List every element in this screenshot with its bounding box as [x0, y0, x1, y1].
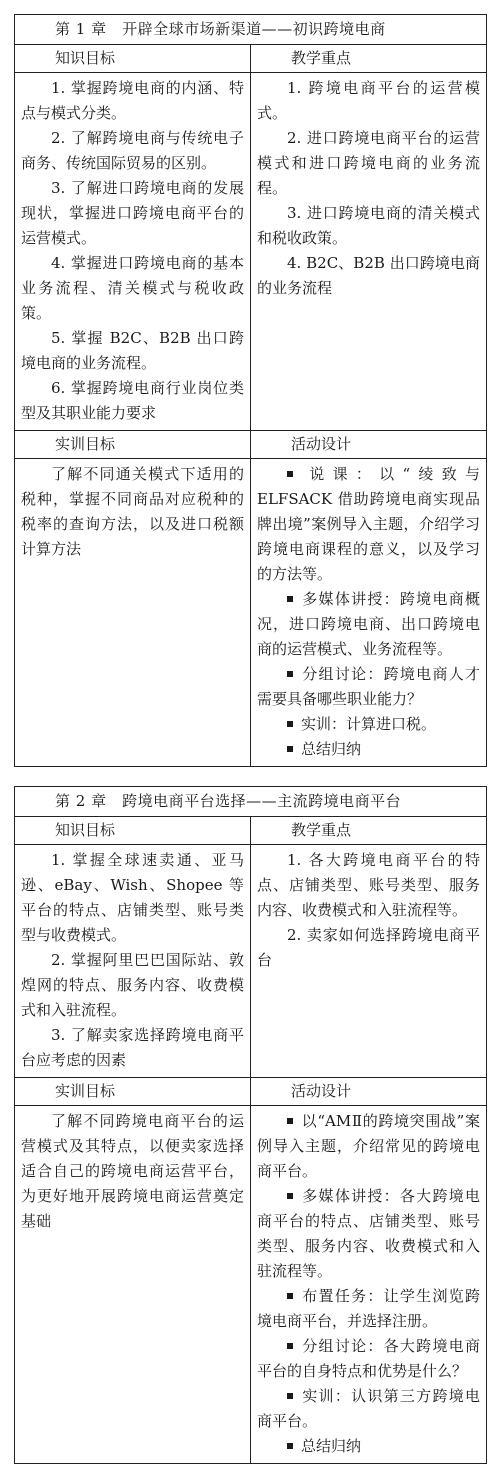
activity-item	[257, 462, 480, 587]
bullet-square-icon	[287, 721, 293, 727]
activity-item	[257, 1384, 480, 1434]
teaching-focus-cell	[251, 845, 487, 1078]
knowledge-item: 2. 了解跨境电商与传统电子商务、传统国际贸易的区别。	[21, 129, 244, 172]
knowledge-item: 3. 了解进口跨境电商的发展现状，掌握进口跨境电商平台的运营模式。	[21, 179, 244, 247]
teaching-item: 2. 卖家如何选择跨境电商平台	[257, 926, 480, 969]
activity-header: 活动设计	[251, 1078, 487, 1106]
activity-item	[257, 1109, 480, 1184]
knowledge-item: 1. 掌握跨境电商的内涵、特点与模式分类。	[21, 79, 244, 122]
activity-text: 多媒体讲授：各大跨境电商平台的特点、店铺类型、账号类型、服务内容、收费模式和入驻流程等。	[257, 1187, 480, 1280]
bullet-square-icon	[287, 1118, 293, 1124]
activity-header: 活动设计	[251, 431, 487, 459]
teaching-header: 教学重点	[251, 45, 487, 73]
training-objectives-cell	[15, 1106, 251, 1464]
activity-item	[257, 1284, 480, 1334]
chapter-1-table	[14, 14, 487, 767]
activity-item	[257, 737, 480, 762]
bullet-square-icon	[287, 1393, 293, 1399]
chapter-2-table	[14, 786, 487, 1464]
teaching-item: 1. 各大跨境电商平台的特点、店铺类型、账号类型、服务内容、收费模式和入驻流程等。	[257, 851, 480, 919]
activity-text: 分组讨论：各大跨境电商平台的自身特点和优势是什么？	[257, 1337, 480, 1380]
bullet-square-icon	[287, 746, 293, 752]
activity-design-cell	[251, 1106, 487, 1464]
training-text: 了解不同通关模式下适用的税种，掌握不同商品对应税种的税率的查询方法，以及进口税额计算方法	[21, 465, 244, 558]
training-header: 实训目标	[15, 431, 251, 459]
activity-item	[257, 662, 480, 712]
knowledge-header: 知识目标	[15, 45, 251, 73]
training-header: 实训目标	[15, 1078, 251, 1106]
chapter-title: 第 1 章 开辟全球市场新渠道——初识跨境电商	[15, 15, 487, 45]
bullet-square-icon	[287, 1443, 293, 1449]
knowledge-item: 3. 了解卖家选择跨境电商平台应考虑的因素	[21, 1026, 244, 1069]
knowledge-objectives-cell	[15, 845, 251, 1078]
bullet-square-icon	[287, 1343, 293, 1349]
bullet-square-icon	[287, 1193, 293, 1199]
knowledge-objectives-cell	[15, 73, 251, 431]
activity-text: 多媒体讲授：跨境电商概况，进口跨境电商、出口跨境电商的运营模式、业务流程等。	[257, 590, 480, 658]
teaching-item: 3. 进口跨境电商的清关模式和税收政策。	[257, 204, 480, 247]
knowledge-item: 6. 掌握跨境电商行业岗位类型及其职业能力要求	[21, 379, 244, 422]
activity-design-cell	[251, 459, 487, 767]
activity-text: 以“AMⅡ的跨境突围战”案例导入主题，介绍常见的跨境电商平台。	[257, 1112, 480, 1180]
bullet-square-icon	[287, 471, 293, 477]
knowledge-item: 5. 掌握 B2C、B2B 出口跨境电商的业务流程。	[21, 329, 244, 372]
teaching-item: 2. 进口跨境电商平台的运营模式和进口跨境电商的业务流程。	[257, 129, 480, 197]
bullet-square-icon	[287, 1293, 293, 1299]
training-objectives-cell	[15, 459, 251, 767]
activity-text: 布置任务：让学生浏览跨境电商平台，并选择注册。	[257, 1287, 480, 1330]
chapter-title: 第 2 章 跨境电商平台选择——主流跨境电商平台	[15, 787, 487, 817]
bullet-square-icon	[287, 671, 293, 677]
knowledge-item: 2. 掌握阿里巴巴国际站、敦煌网的特点、服务内容、收费模式和入驻流程。	[21, 951, 244, 1019]
activity-text: 实训：计算进口税。	[301, 715, 437, 733]
bullet-square-icon	[287, 596, 293, 602]
activity-text: 分组讨论：跨境电商人才需要具备哪些职业能力？	[257, 665, 480, 708]
knowledge-item: 1. 掌握全球速卖通、亚马逊、eBay、Wish、Shopee 等平台的特点、店铺类型、账号类型与收费模式。	[21, 851, 244, 944]
activity-item	[257, 712, 480, 737]
knowledge-header: 知识目标	[15, 817, 251, 845]
activity-text: 实训：认识第三方跨境电商平台。	[257, 1387, 480, 1430]
training-text: 了解不同跨境电商平台的运营模式及其特点，以便卖家选择适合自己的跨境电商运营平台，为更好地开展跨境电商运营奠定基础	[21, 1112, 244, 1230]
teaching-header: 教学重点	[251, 817, 487, 845]
activity-text: 总结归纳	[301, 1437, 362, 1455]
activity-text: 说课：以“绫致与 ELFSACK 借助跨境电商实现品牌出境”案例导入主题，介绍学习跨境电商课程的意义，以及学习的方法等。	[257, 465, 480, 583]
activity-item	[257, 1434, 480, 1459]
activity-text: 总结归纳	[301, 740, 362, 758]
activity-item	[257, 1334, 480, 1384]
teaching-item: 1. 跨境电商平台的运营模式。	[257, 79, 480, 122]
activity-item	[257, 1184, 480, 1284]
knowledge-item: 4. 掌握进口跨境电商的基本业务流程、清关模式与税收政策。	[21, 254, 244, 322]
teaching-item: 4. B2C、B2B 出口跨境电商的业务流程	[257, 254, 480, 297]
activity-item	[257, 587, 480, 662]
teaching-focus-cell	[251, 73, 487, 431]
